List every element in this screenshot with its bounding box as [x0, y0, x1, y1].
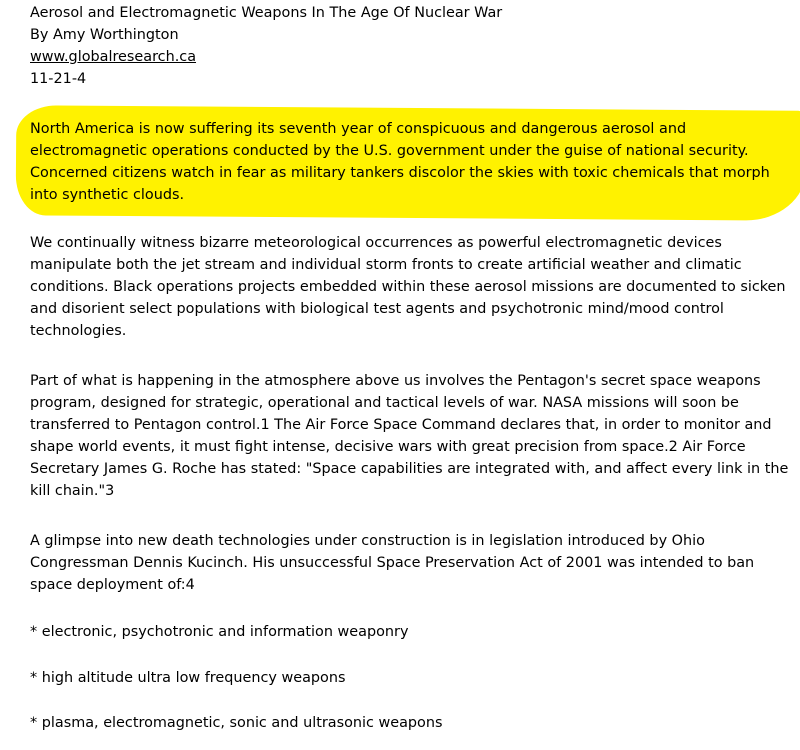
bullet-item: * high altitude ultra low frequency weapons [30, 670, 346, 686]
highlighted-paragraph-block [30, 118, 800, 206]
article-date: 11-21-4 [30, 71, 87, 87]
article [30, 2, 800, 731]
paragraph-4: A glimpse into new death technologies under construction is in legislation introduced by Ohio Congressman Dennis Kucinch. His unsuccessful Space Preservation Act of 2001 was intended to ban space deployment of:4 [30, 533, 755, 593]
bullet-item: * electronic, psychotronic and information weaponry [30, 624, 409, 640]
paragraph-3: Part of what is happening in the atmosphere above us involves the Pentagon's secret space weapons program, designed for strategic, operational and tactical levels of war. NASA missions will soon be transferred to Pentagon control.1 The Air Force Space Command declares that, in order to monitor and shape world events, it must fight intense, decisive wars with great precision from space.2 Air Force Secretary James G. Roche has stated: "Space capabilities are integrated with, and affect every link in the kill chain."3 [30, 373, 789, 499]
source-link[interactable]: www.globalresearch.ca [30, 49, 197, 65]
source-link-line [30, 46, 800, 68]
paragraph-1: North America is now suffering its seventh year of conspicuous and dangerous aerosol and electromagnetic operations conducted by the U.S. government under the guise of national security. Concerned citizens watch in fear as military tankers discolor the skies with toxic chemicals that morph into synthetic clouds. [30, 121, 770, 203]
article-byline: By Amy Worthington [30, 27, 179, 43]
bullet-item: * plasma, electromagnetic, sonic and ultrasonic weapons [30, 715, 443, 731]
article-title: Aerosol and Electromagnetic Weapons In The Age Of Nuclear War [30, 5, 503, 21]
paragraph-2: We continually witness bizarre meteorological occurrences as powerful electromagnetic devices manipulate both the jet stream and individual storm fronts to create artificial weather and climatic conditions. Black operations projects embedded within these aerosol missions are documented to sicken and disorient select populations with biological test agents and psychotronic mind/mood control technologies. [30, 235, 786, 339]
